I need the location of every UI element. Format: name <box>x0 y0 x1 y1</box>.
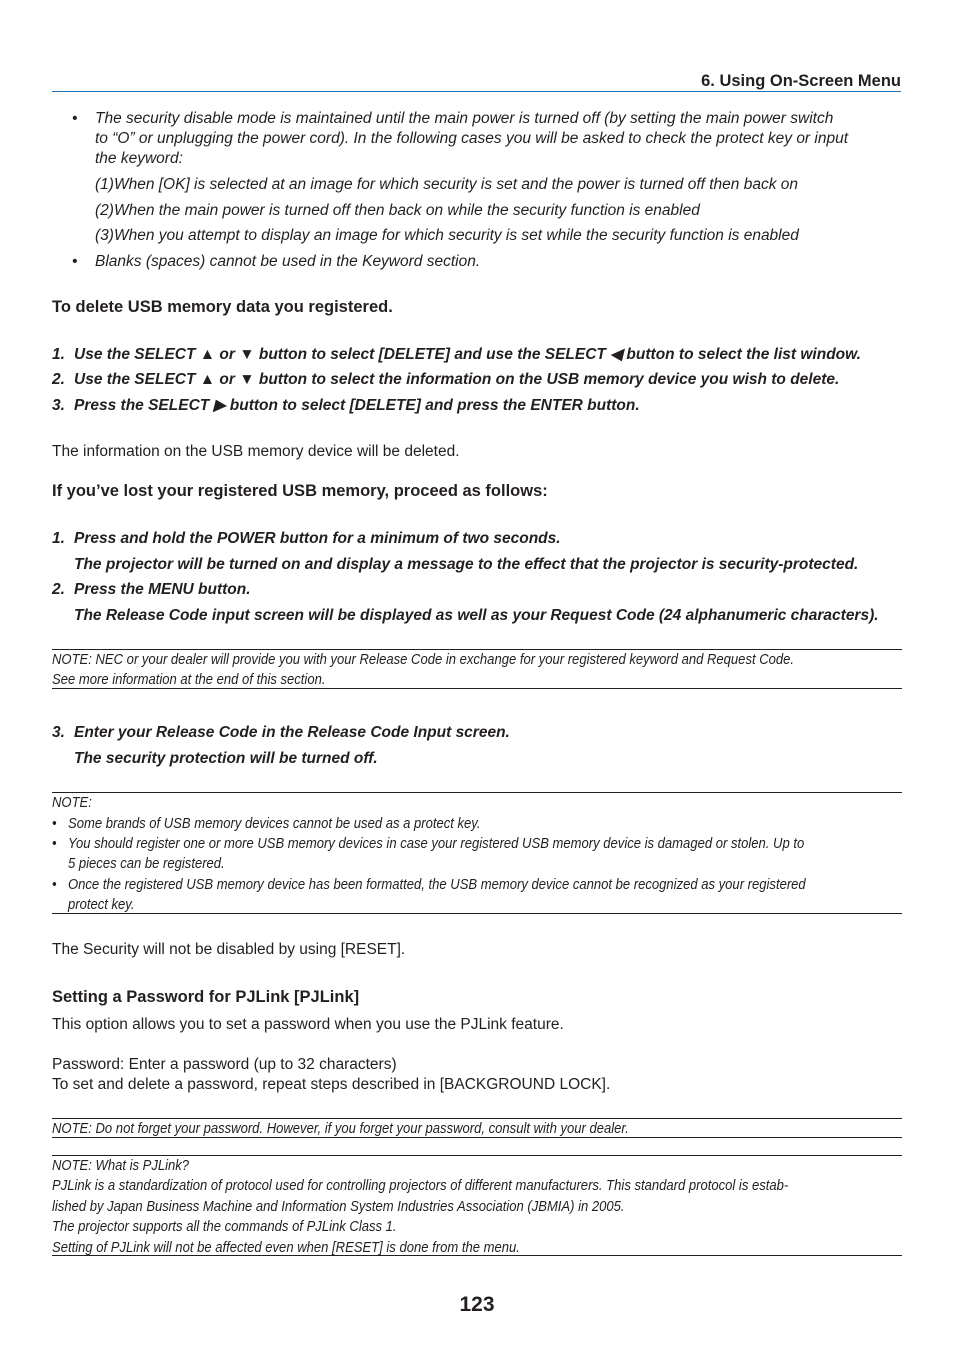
step-text: Press and hold the POWER button for a minimum of two seconds. <box>74 530 561 547</box>
note-line: NOTE: Do not forget your password. However, if you forget your password, consult with your dealer. <box>52 1121 629 1137</box>
step-subtext: The Release Code input screen will be displayed as well as your Request Code (24 alphanumeric characters). <box>74 607 879 624</box>
bullet-text: Blanks (spaces) cannot be used in the Keyword section. <box>95 253 481 270</box>
note-item: Some brands of USB memory devices cannot be used as a protect key. <box>68 816 481 832</box>
step-text: Use the SELECT ▲ or ▼ button to select [DELETE] and use the SELECT ◀ button to select the list window. <box>74 346 861 363</box>
header-rule <box>52 91 901 92</box>
step-number: 1. <box>52 530 65 547</box>
note-rule-top <box>52 792 902 793</box>
note-rule-bottom <box>52 913 902 914</box>
step-number: 2. <box>52 371 65 388</box>
bullet-line: to “O” or unplugging the power cord). In the following cases you will be asked to check the protect key or input <box>95 130 849 147</box>
note-item: 5 pieces can be registered. <box>68 856 225 872</box>
bullet-dot: • <box>52 877 57 893</box>
note-line: See more information at the end of this section. <box>52 672 326 688</box>
note-line: PJLink is a standardization of protocol used for controlling projectors of different manufacturers. This standard protocol is estab- <box>52 1178 789 1194</box>
body-text: The Security will not be disabled by using [RESET]. <box>52 941 406 958</box>
step-subtext: The projector will be turned on and display a message to the effect that the projector is security-protected. <box>74 556 859 573</box>
note-rule-bottom <box>52 1137 902 1138</box>
bullet-text <box>95 109 903 169</box>
body-text: To set and delete a password, repeat steps described in [BACKGROUND LOCK]. <box>52 1076 611 1093</box>
section-header: 6. Using On-Screen Menu <box>701 72 901 90</box>
bullet-dot: • <box>72 110 78 127</box>
bullet-dot: • <box>72 253 78 270</box>
result-text: The information on the USB memory device will be deleted. <box>52 443 460 460</box>
note-line: The projector supports all the commands of PJLink Class 1. <box>52 1219 397 1235</box>
case-item: (2)When the main power is turned off then back on while the security function is enabled <box>95 202 700 219</box>
page-number: 123 <box>459 1293 495 1316</box>
step-text: Use the SELECT ▲ or ▼ button to select the information on the USB memory device you wish to delete. <box>74 371 840 388</box>
note-rule-bottom <box>52 1255 902 1256</box>
note-label: NOTE: <box>52 795 92 811</box>
section-heading: To delete USB memory data you registered. <box>52 298 393 316</box>
note-rule-bottom <box>52 688 902 689</box>
note-line: Setting of PJLink will not be affected even when [RESET] is done from the menu. <box>52 1240 520 1256</box>
bullet-dot: • <box>52 816 57 832</box>
step-text: Press the MENU button. <box>74 581 251 598</box>
step-number: 3. <box>52 397 65 414</box>
step-subtext: The security protection will be turned off. <box>74 750 378 767</box>
step-number: 2. <box>52 581 65 598</box>
note-item: protect key. <box>68 897 135 913</box>
note-item: You should register one or more USB memory devices in case your registered USB memory device is damaged or stolen. Up to <box>68 836 805 852</box>
section-heading: Setting a Password for PJLink [PJLink] <box>52 988 360 1006</box>
bullet-dot: • <box>52 836 57 852</box>
step-text: Press the SELECT ▶ button to select [DELETE] and press the ENTER button. <box>74 397 640 414</box>
note-title: NOTE: What is PJLink? <box>52 1158 190 1174</box>
step-text: Enter your Release Code in the Release Code Input screen. <box>74 724 510 741</box>
case-item: (3)When you attempt to display an image for which security is set while the security function is enabled <box>95 227 799 244</box>
bullet-line: The security disable mode is maintained until the main power is turned off (by setting the main power switch <box>95 110 834 127</box>
step-number: 3. <box>52 724 65 741</box>
step-number: 1. <box>52 346 65 363</box>
note-item: Once the registered USB memory device has been formatted, the USB memory device cannot be recognized as your registered <box>68 877 806 893</box>
case-item: (1)When [OK] is selected at an image for which security is set and the power is turned off then back on <box>95 176 799 193</box>
body-text: This option allows you to set a password when you use the PJLink feature. <box>52 1016 564 1033</box>
bullet-line: the keyword: <box>95 150 183 167</box>
section-heading: If you’ve lost your registered USB memory, proceed as follows: <box>52 482 548 500</box>
note-line: lished by Japan Business Machine and Information System Industries Association (JBMIA) in 2005. <box>52 1199 625 1215</box>
body-text: Password: Enter a password (up to 32 characters) <box>52 1056 397 1073</box>
note-line: NOTE: NEC or your dealer will provide you with your Release Code in exchange for your registered keyword and Request Code. <box>52 652 795 668</box>
